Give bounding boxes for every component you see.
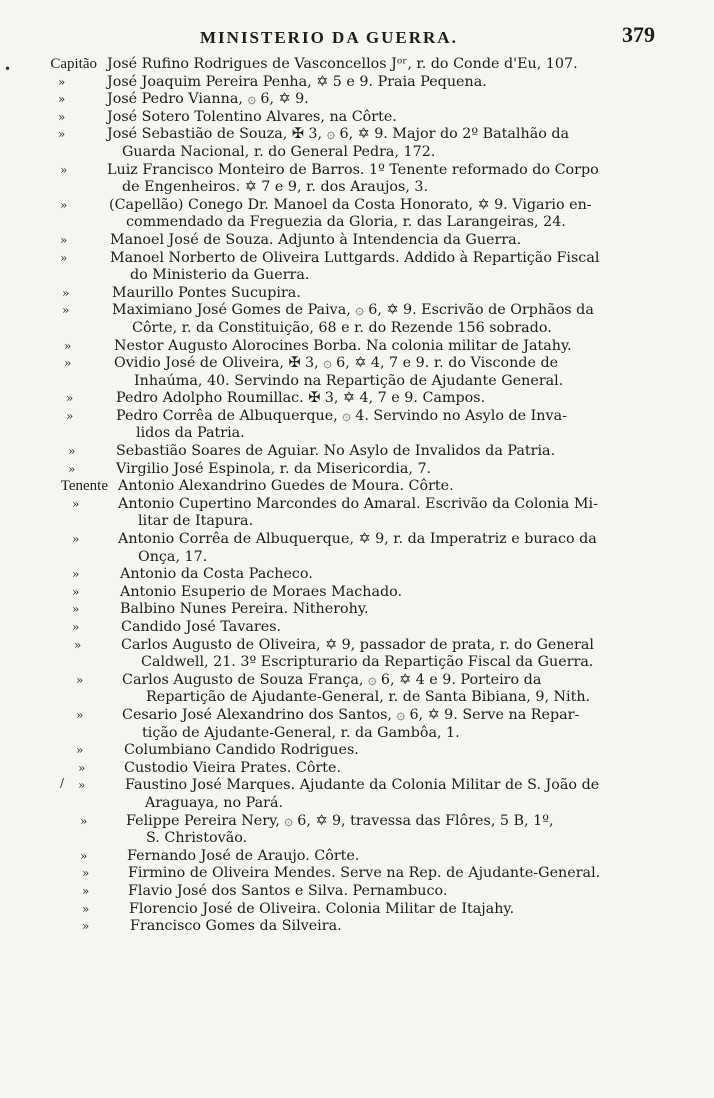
entry-text: José Rufino Rodrigues de Vasconcellos Jᵒʳ, r. do Conde d'Eu, 107. bbox=[107, 56, 578, 72]
officer-entry bbox=[0, 760, 714, 778]
page-header bbox=[0, 22, 714, 52]
officer-entry bbox=[0, 390, 714, 408]
page-number: 379 bbox=[622, 22, 655, 47]
rank-label: Capitão bbox=[50, 56, 97, 72]
officer-entry bbox=[0, 91, 714, 109]
entry-continuation: Inhaúma, 40. Servindo na Repartição de Ajudante General. bbox=[134, 372, 564, 389]
entry-text: Balbino Nunes Pereira. Nitherohy. bbox=[120, 601, 369, 618]
entry-text: José Sotero Tolentino Alvares, na Côrte. bbox=[107, 108, 397, 125]
entry-continuation: Caldwell, 21. 3º Escripturario da Repartição Fiscal da Guerra. bbox=[141, 654, 594, 671]
officer-entry bbox=[0, 355, 714, 390]
ditto-mark: » bbox=[64, 338, 72, 353]
officer-entry bbox=[0, 250, 714, 285]
ditto-mark: » bbox=[60, 162, 68, 177]
entry-text: Felippe Pereira Nery, ۞ 6, ✡ 9, travessa das Flôres, 5 B, 1º, bbox=[126, 812, 554, 829]
ditto-mark: » bbox=[58, 109, 66, 124]
officer-entry bbox=[0, 566, 714, 584]
ditto-mark: » bbox=[76, 743, 84, 758]
ditto-mark: » bbox=[80, 848, 88, 863]
ditto-mark: » bbox=[58, 92, 66, 107]
entry-text: Antonio Corrêa de Albuquerque, ✡ 9, r. da Imperatriz e buraco da bbox=[118, 531, 597, 548]
entry-continuation: Araguaya, no Pará. bbox=[145, 794, 284, 811]
ditto-mark: » bbox=[72, 567, 80, 582]
entry-text: Maximiano José Gomes de Paiva, ۞ 6, ✡ 9. Escrivão de Orphãos da bbox=[112, 302, 594, 319]
entry-text: Luiz Francisco Monteiro de Barros. 1º Tenente reformado do Corpo bbox=[107, 161, 599, 178]
entry-text: Columbiano Candido Rodrigues. bbox=[124, 742, 359, 759]
entry-text: Antonio Alexandrino Guedes de Moura. Côrte. bbox=[118, 478, 454, 495]
ditto-mark: » bbox=[76, 707, 84, 722]
ditto-mark: » bbox=[82, 866, 90, 881]
officer-entry bbox=[0, 285, 714, 303]
entry-text: Carlos Augusto de Souza França, ۞ 6, ✡ 4 e 9. Porteiro da bbox=[122, 671, 542, 688]
officer-entry bbox=[0, 707, 714, 742]
officer-entry bbox=[0, 672, 714, 707]
officer-entry bbox=[0, 742, 714, 760]
ditto-mark: » bbox=[78, 760, 86, 775]
entry-continuation: tição de Ajudante-General, r. da Gambôa, 1. bbox=[142, 724, 460, 741]
officer-entry bbox=[0, 461, 714, 479]
entry-continuation: commendado da Freguezia da Gloria, r. das Larangeiras, 24. bbox=[126, 214, 566, 231]
ditto-mark: » bbox=[62, 285, 70, 300]
officer-list bbox=[0, 56, 714, 936]
entry-text: Antonio Esuperio de Moraes Machado. bbox=[120, 583, 403, 600]
ditto-mark: » bbox=[60, 232, 68, 247]
ditto-mark: » bbox=[78, 778, 86, 793]
entry-text: Nestor Augusto Alorocines Borba. Na colonia militar de Jatahy. bbox=[114, 337, 572, 354]
rank-label: Tenente bbox=[60, 478, 108, 495]
ditto-mark: » bbox=[72, 602, 80, 617]
entry-text: Antonio da Costa Pacheco. bbox=[120, 566, 313, 583]
ditto-mark: » bbox=[76, 672, 84, 687]
entry-text: Florencio José de Oliveira. Colonia Militar de Itajahy. bbox=[129, 900, 515, 917]
officer-entry bbox=[0, 918, 714, 936]
entry-text: Virgilio José Espinola, r. da Misericordia, 7. bbox=[116, 460, 432, 477]
officer-entry bbox=[0, 637, 714, 672]
entry-text: Carlos Augusto de Oliveira, ✡ 9, passador de prata, r. do General bbox=[121, 636, 594, 653]
ditto-mark: » bbox=[66, 391, 74, 406]
entry-text: Maurillo Pontes Sucupira. bbox=[112, 284, 301, 301]
officer-entry bbox=[0, 338, 714, 356]
margin-mark: / bbox=[60, 776, 65, 790]
officer-entry bbox=[0, 813, 714, 848]
entry-text: Candido José Tavares. bbox=[121, 619, 282, 635]
officer-entry bbox=[0, 302, 714, 337]
officer-entry bbox=[0, 74, 714, 92]
ditto-mark: » bbox=[60, 250, 68, 265]
entry-text: (Capellão) Conego Dr. Manoel da Costa Honorato, ✡ 9. Vigario en- bbox=[109, 196, 592, 213]
entry-continuation: Onça, 17. bbox=[138, 548, 208, 565]
entry-continuation: Côrte, r. da Constituição, 68 e r. do Rezende 156 sobrado. bbox=[132, 319, 552, 336]
entry-text: José Joaquim Pereira Penha, ✡ 5 e 9. Praia Pequena. bbox=[107, 73, 487, 90]
officer-entry bbox=[0, 408, 714, 443]
officer-entry bbox=[0, 848, 714, 866]
entry-text: Cesario José Alexandrino dos Santos, ۞ 6, ✡ 9. Serve na Repar- bbox=[122, 706, 580, 723]
ditto-mark: » bbox=[82, 901, 90, 916]
margin-mark: • bbox=[4, 62, 12, 76]
entry-continuation: litar de Itapura. bbox=[138, 513, 254, 530]
entry-text: Manoel Norberto de Oliveira Luttgards. Addido à Repartição Fiscal bbox=[110, 249, 600, 266]
ditto-mark: » bbox=[72, 620, 80, 634]
ditto-mark: » bbox=[72, 532, 80, 547]
officer-entry bbox=[0, 619, 714, 637]
ditto-mark: » bbox=[72, 496, 80, 511]
entry-text: José Pedro Vianna, ۞ 6, ✡ 9. bbox=[107, 91, 309, 108]
entry-text: Manoel José de Souza. Adjunto à Intendencia da Guerra. bbox=[110, 231, 522, 248]
officer-entry bbox=[0, 865, 714, 883]
officer-entry bbox=[0, 531, 714, 566]
officer-entry bbox=[0, 197, 714, 232]
officer-entry bbox=[0, 883, 714, 901]
officer-entry bbox=[0, 777, 714, 812]
officer-entry bbox=[0, 496, 714, 531]
ditto-mark: » bbox=[72, 584, 80, 599]
officer-entry bbox=[0, 478, 714, 496]
entry-text: Francisco Gomes da Silveira. bbox=[130, 918, 342, 935]
officer-entry bbox=[0, 584, 714, 602]
ditto-mark: » bbox=[80, 813, 88, 828]
entry-text: Pedro Corrêa de Albuquerque, ۞ 4. Servindo no Asylo de Inva- bbox=[116, 407, 567, 424]
entry-text: Custodio Vieira Prates. Côrte. bbox=[124, 759, 342, 776]
ditto-mark: » bbox=[62, 303, 70, 318]
officer-entry bbox=[0, 232, 714, 250]
running-title: MINISTERIO DA GUERRA. bbox=[200, 28, 458, 47]
entry-continuation: S. Christovão. bbox=[146, 830, 248, 847]
entry-text: Ovidio José de Oliveira, ✠ 3, ۞ 6, ✡ 4, 7 e 9. r. do Visconde de bbox=[114, 355, 559, 372]
officer-entry bbox=[0, 162, 714, 197]
entry-text: Firmino de Oliveira Mendes. Serve na Rep. de Ajudante-General. bbox=[128, 865, 601, 882]
entry-continuation: lidos da Patria. bbox=[136, 425, 245, 442]
ditto-mark: » bbox=[68, 444, 76, 459]
officer-entry bbox=[0, 126, 714, 161]
officer-entry bbox=[0, 109, 714, 127]
entry-continuation: Guarda Nacional, r. do General Pedra, 172. bbox=[122, 143, 436, 160]
ditto-mark: » bbox=[74, 637, 82, 652]
entry-text: Flavio José dos Santos e Silva. Pernambuco. bbox=[128, 882, 448, 899]
entry-text: Sebastião Soares de Aguiar. No Asylo de Invalidos da Patria. bbox=[116, 443, 556, 460]
ditto-mark: » bbox=[58, 127, 66, 142]
entry-text: Faustino José Marques. Ajudante da Colonia Militar de S. João de bbox=[125, 777, 600, 794]
entry-text: Antonio Cupertino Marcondes do Amaral. Escrivão da Colonia Mi- bbox=[118, 495, 598, 512]
ditto-mark: » bbox=[64, 356, 72, 371]
ditto-mark: » bbox=[82, 919, 90, 934]
officer-entry bbox=[0, 601, 714, 619]
entry-text: Fernando José de Araujo. Côrte. bbox=[127, 847, 360, 864]
ditto-mark: » bbox=[60, 197, 68, 212]
entry-text: José Sebastião de Souza, ✠ 3, ۞ 6, ✡ 9. Major do 2º Batalhão da bbox=[107, 126, 570, 143]
officer-entry bbox=[0, 443, 714, 461]
entry-text: Pedro Adolpho Roumillac. ✠ 3, ✡ 4, 7 e 9. Campos. bbox=[116, 390, 486, 407]
entry-continuation: de Engenheiros. ✡ 7 e 9, r. dos Araujos, 3. bbox=[122, 179, 429, 196]
ditto-mark: » bbox=[82, 883, 90, 898]
entry-continuation: do Ministerio da Guerra. bbox=[130, 267, 310, 284]
officer-entry bbox=[0, 56, 714, 74]
ditto-mark: » bbox=[66, 408, 74, 423]
ditto-mark: » bbox=[68, 461, 76, 476]
entry-continuation: Repartição de Ajudante-General, r. de Santa Bibiana, 9, Nith. bbox=[146, 689, 591, 706]
officer-entry bbox=[0, 901, 714, 919]
ditto-mark: » bbox=[58, 74, 66, 89]
